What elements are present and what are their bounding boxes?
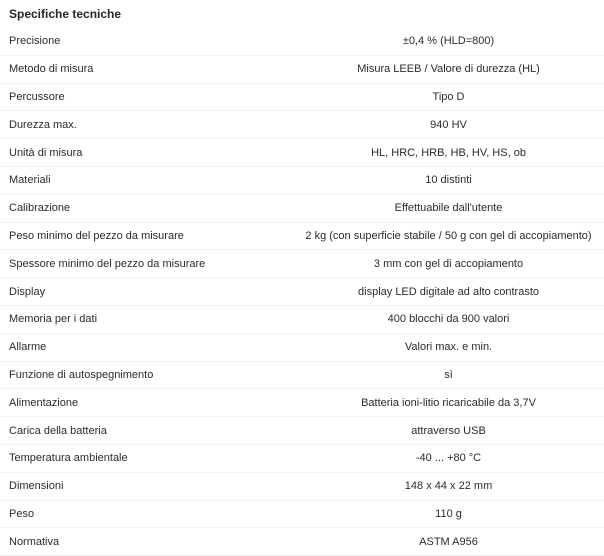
spec-table xyxy=(0,28,604,556)
spec-row xyxy=(0,278,604,306)
spec-label: Materiali xyxy=(9,174,51,187)
spec-value: attraverso USB xyxy=(411,424,486,437)
spec-label: Memoria per i dati xyxy=(9,313,98,326)
spec-value: 3 mm con gel di accopiamento xyxy=(373,257,524,270)
spec-row xyxy=(0,250,604,278)
spec-value: 2 kg (con superficie stabile / 50 g con gel di accopiamento) xyxy=(305,229,592,242)
spec-label: Temperatura ambientale xyxy=(9,452,128,465)
spec-value: 400 blocchi da 900 valori xyxy=(387,313,510,326)
spec-row xyxy=(0,84,604,112)
spec-label: Precisione xyxy=(9,35,61,48)
spec-value: Tipo D xyxy=(432,90,465,103)
spec-row xyxy=(0,28,604,56)
spec-value: HL, HRC, HRB, HB, HV, HS, ob xyxy=(371,146,526,159)
spec-label: Normativa xyxy=(9,535,60,548)
spec-label: Calibrazione xyxy=(9,202,71,215)
spec-label: Funzione di autospegnimento xyxy=(9,368,154,381)
spec-row xyxy=(0,306,604,334)
spec-row xyxy=(0,445,604,473)
section-title: Specifiche tecniche xyxy=(9,7,122,21)
spec-label: Carica della batteria xyxy=(9,424,107,437)
spec-value: -40 ... +80 °C xyxy=(415,452,482,465)
spec-label: Spessore minimo del pezzo da misurare xyxy=(9,257,206,270)
spec-row xyxy=(0,389,604,417)
spec-label: Metodo di misura xyxy=(9,63,94,76)
spec-value: 110 g xyxy=(435,507,462,520)
spec-row xyxy=(0,111,604,139)
spec-row xyxy=(0,334,604,362)
spec-row xyxy=(0,56,604,84)
spec-label: Allarme xyxy=(9,341,47,354)
spec-value: 148 x 44 x 22 mm xyxy=(404,480,493,493)
spec-row xyxy=(0,417,604,445)
spec-value: Effettuabile dall'utente xyxy=(394,202,503,215)
spec-value: Batteria ioni-litio ricaricabile da 3,7V xyxy=(361,396,536,409)
spec-row xyxy=(0,167,604,195)
spec-value: display LED digitale ad alto contrasto xyxy=(358,285,540,298)
spec-value: sì xyxy=(444,368,453,381)
spec-label: Dimensioni xyxy=(9,480,64,493)
spec-label: Alimentazione xyxy=(9,396,79,409)
spec-label: Percussore xyxy=(9,90,65,103)
spec-row xyxy=(0,139,604,167)
spec-value: 940 HV xyxy=(430,118,467,131)
spec-label: Peso xyxy=(9,507,35,520)
spec-label: Unità di misura xyxy=(9,146,83,159)
spec-value: ASTM A956 xyxy=(419,535,478,548)
spec-value: 10 distinti xyxy=(425,174,472,187)
spec-row xyxy=(0,223,604,251)
spec-label: Peso minimo del pezzo da misurare xyxy=(9,229,184,242)
spec-row xyxy=(0,528,604,556)
spec-row xyxy=(0,362,604,390)
spec-label: Display xyxy=(9,285,46,298)
spec-value: Misura LEEB / Valore di durezza (HL) xyxy=(357,63,540,76)
spec-row xyxy=(0,195,604,223)
spec-row xyxy=(0,501,604,529)
spec-value: Valori max. e min. xyxy=(404,341,493,354)
spec-value: ±0,4 % (HLD=800) xyxy=(402,35,495,48)
spec-label: Durezza max. xyxy=(9,118,77,131)
spec-row xyxy=(0,473,604,501)
